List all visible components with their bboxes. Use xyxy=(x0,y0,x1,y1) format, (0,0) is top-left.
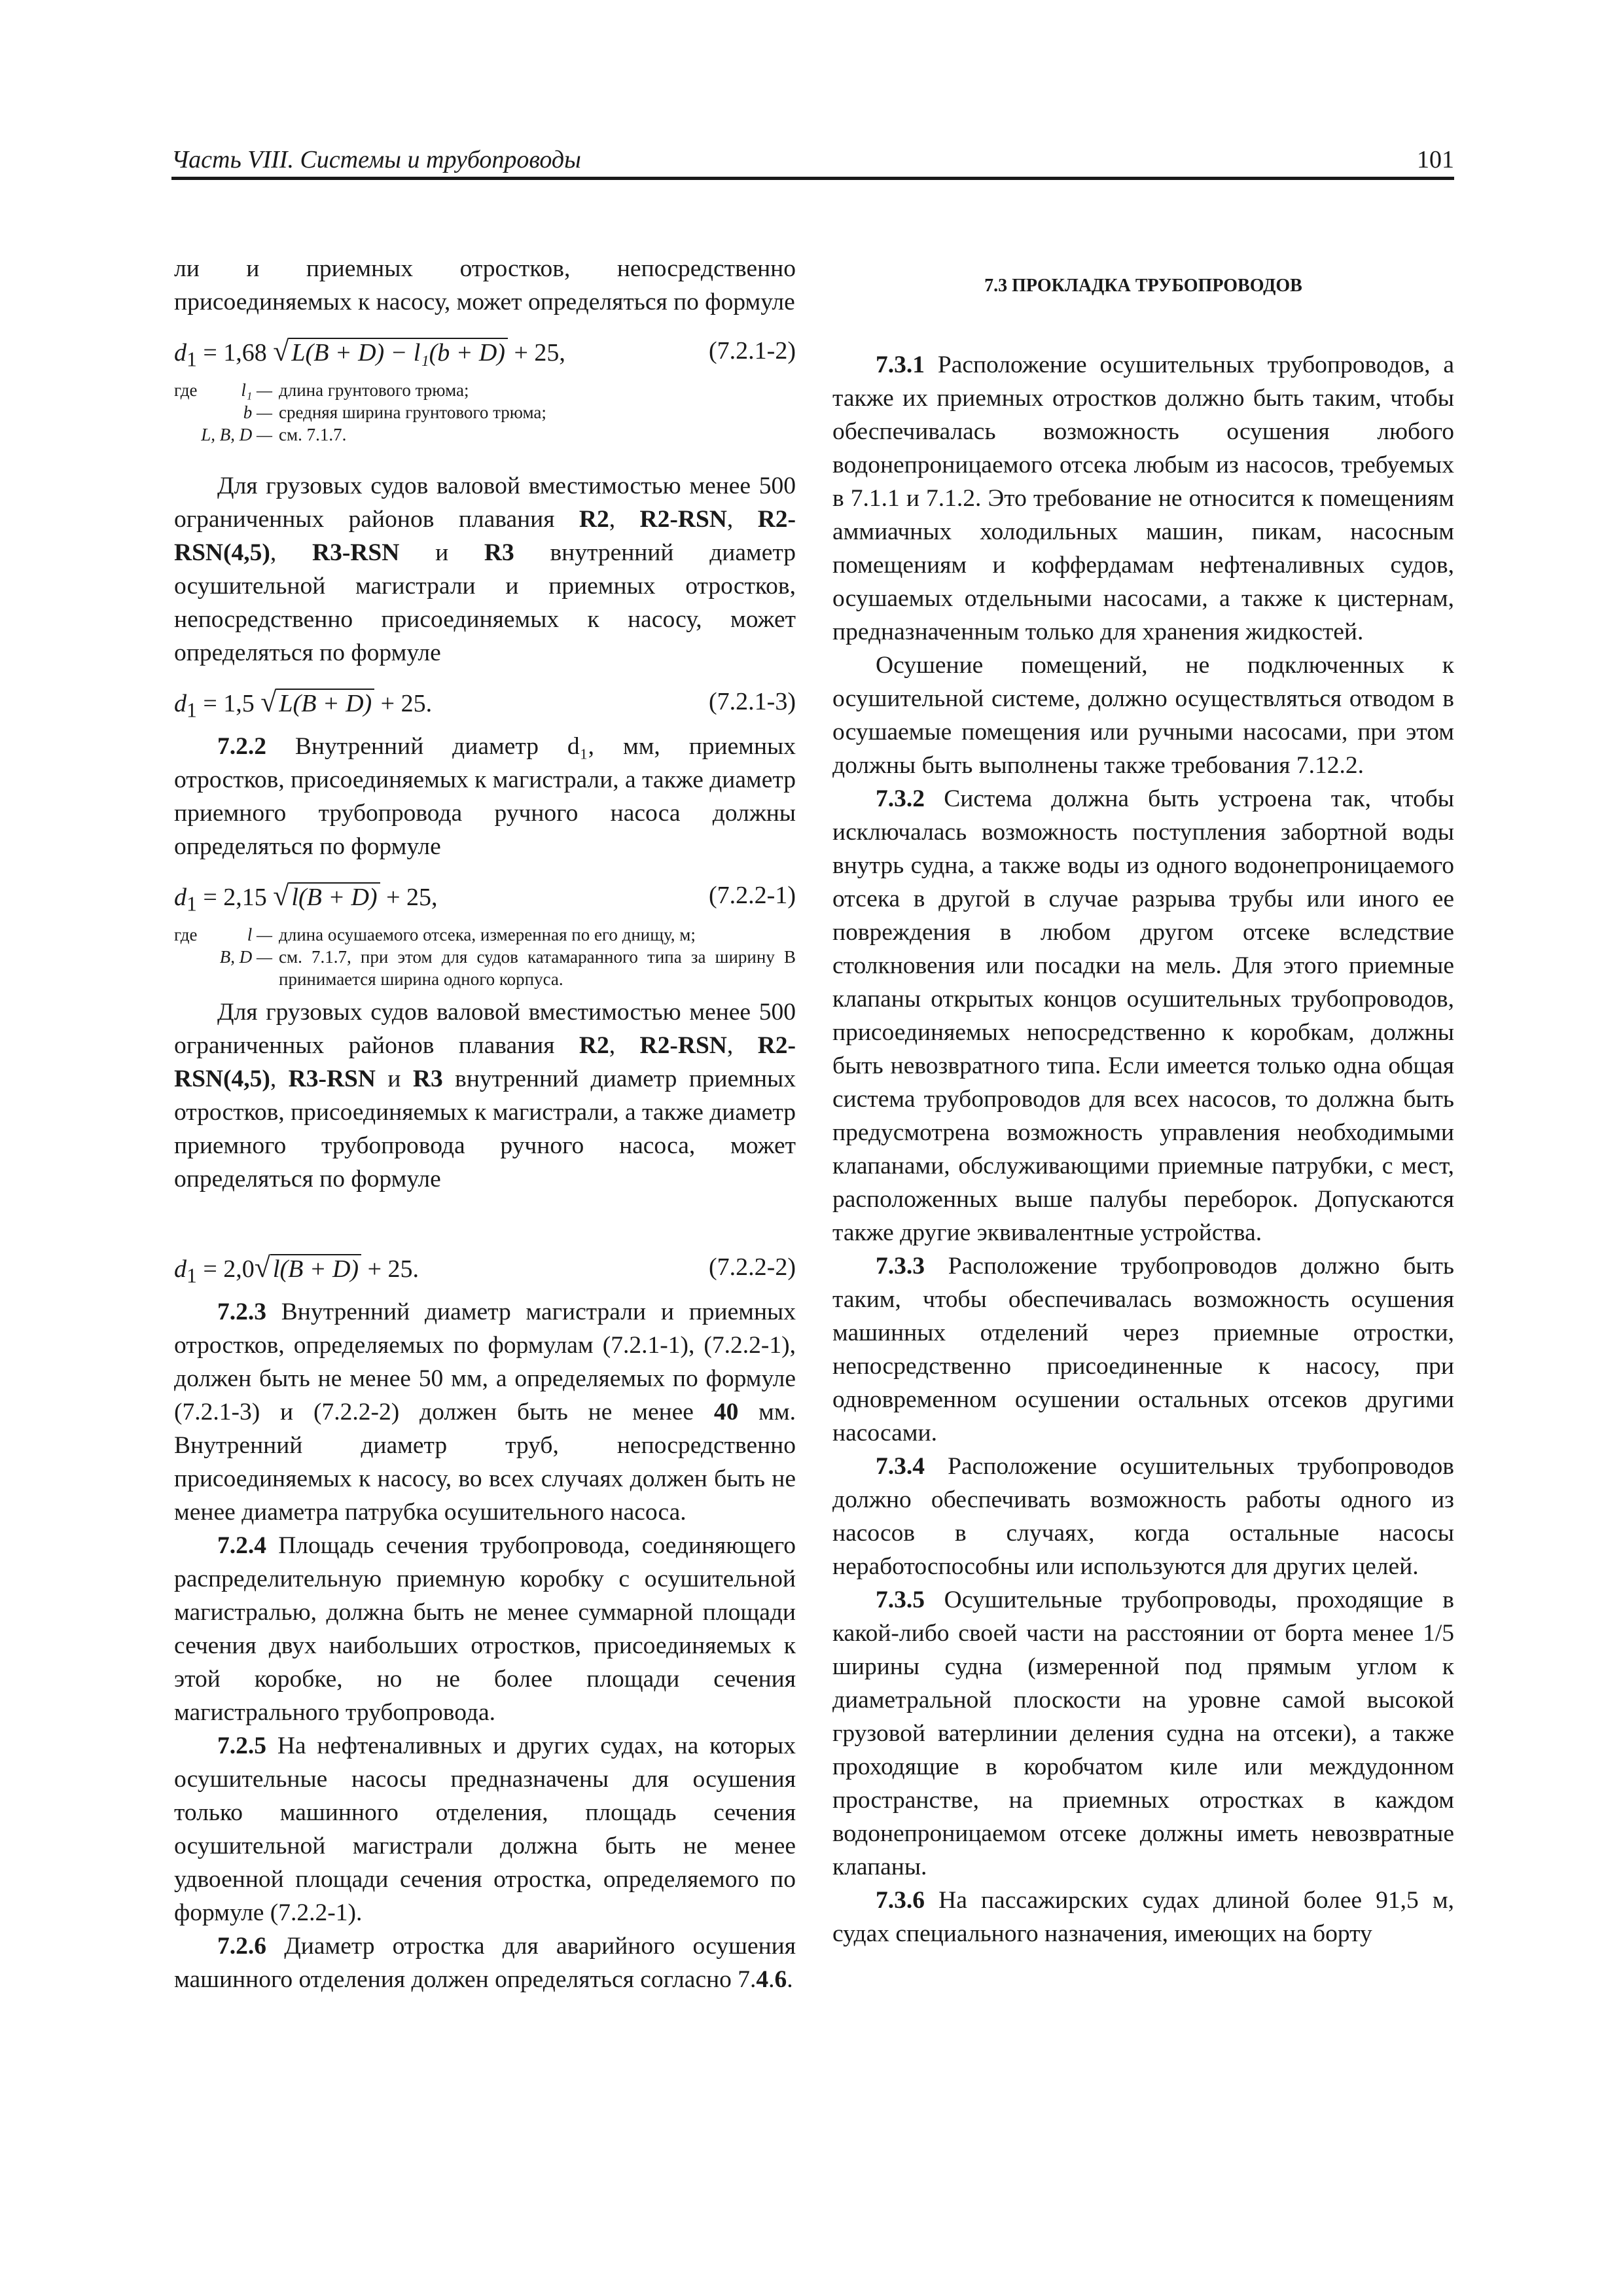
formula-7-2-2-2: $d_1 = 2,0√$ l(B + D) + 25. (7.2.2-2) xyxy=(174,1251,796,1287)
formula-7-2-1-2 xyxy=(174,328,796,374)
formula-number: (7.2.2-1) xyxy=(709,882,796,909)
where-block-1: где l₁ — длина грунтового трюма; b — средняя ширина грунтового трюма; L, B, D — см. 7.1.7. xyxy=(174,380,546,444)
paragraph-7-3-4: 7.3.4 Расположение осушительных трубопроводов должно обеспечивать возможность работы одного из насосов в случаях, когда остальные насосы неработоспособны или используются для других целей. xyxy=(832,1453,1454,1580)
paragraph-continuation: ли и приемных отростков, непосредственно присоединяемых к насосу, может определяться по формуле xyxy=(174,255,796,315)
sqrt-sign: √ xyxy=(260,686,277,718)
paragraph: Для грузовых судов валовой вместимостью менее 500 ограниченных районов плавания R2, R2-RSN, R2-RSN(4,5), R3-RSN и R3 внутренний диаметр приемных отростков, присоединяемых к магистрали, а также диаметр приемного трубопровода ручного насоса, может определяться по формуле xyxy=(174,999,796,1193)
where-block-2: где l — длина осушаемого отсека, измеренная по его днищу, м; B, D — см. 7.1.7, при этом для судов катамаранного типа за ширину B принимается ширина одного корпуса. xyxy=(174,925,796,989)
page-number: 101 xyxy=(1417,146,1454,173)
section-title: 7.3 ПРОКЛАДКА ТРУБОПРОВОДОВ xyxy=(984,276,1302,296)
paragraph-7-2-2: 7.2.2 Внутренний диаметр d₁, мм, приемных отростков, присоединяемых к магистрали, а также диаметр приемного трубопровода ручного насоса должны определяться по формуле xyxy=(174,733,796,860)
paragraph: Осушение помещений, не подключенных к осушительной системе, должно осуществляться отводом в осушаемые помещения или ручными насосами, при этом должны быть выполнены также требования 7.12.2. xyxy=(832,652,1454,779)
paragraph-7-3-6: 7.3.6 На пассажирских судах длиной более 91,5 м, судах специального назначения, имеющих на борту xyxy=(832,1887,1454,1947)
paragraph: Для грузовых судов валовой вместимостью менее 500 ограниченных районов плавания R2, R2-RSN, R2-RSN(4,5), R3-RSN и R3 внутренний диаметр осушительной магистрали и приемных отростков, непосредственно присоединяемых к насосу, может определяться по формуле xyxy=(174,473,796,666)
running-title: Часть VIII. Системы и трубопроводы xyxy=(171,146,581,173)
sqrt-sign: √ xyxy=(254,1251,270,1283)
paragraph-7-2-5: 7.2.5 На нефтеналивных и других судах, на которых осушительные насосы предназначены для осушения только машинного отделения, площадь сечения осушительной магистрали должна быть не менее удвоенной площади сечения отростка, определяемого по формуле (7.2.2-1). xyxy=(174,1732,796,1926)
paragraph-7-3-5: 7.3.5 Осушительные трубопроводы, проходящие в какой-либо своей части на расстоянии от борта менее 1/5 ширины судна (измеренной под прямым углом к диаметральной плоскости на уровне самой высокой грузовой ватерлинии деления судна на отсеки), а также проходящие в коробчатом киле или междудонном пространстве, на приемных отростках в каждом водонепроницаемом отсеке должны иметь невозвратные клапаны. xyxy=(832,1587,1454,1880)
paragraph-7-3-1: 7.3.1 Расположение осушительных трубопроводов, а также их приемных отростков должно быть таким, чтобы обеспечивалась возможность осушения любого водонепроницаемого отсека любым из насосов, требуемых в 7.1.1 и 7.1.2. Это требование не относится к помещениям аммиачных холодильных машин, пикам, насосным помещениям и коффердамам нефтеналивных судов, осушаемых отдельными насосами, а также к цистернам, предназначенным только для хранения жидкостей. xyxy=(832,351,1454,645)
right-column xyxy=(832,252,1454,1950)
paragraph-7-2-3: 7.2.3 Внутренний диаметр магистрали и приемных отростков, определяемых по формулам (7.2.1-1), (7.2.2-1), должен быть не менее 50 мм, а определяемых по формуле (7.2.1-3) и (7.2.2-2) должен быть не менее 40 мм. Внутренний диаметр труб, непосредственно присоединяемых к насосу, во всех случаях должен быть не менее диаметра патрубка осушительного насоса. xyxy=(174,1299,796,1526)
sqrt-sign: √ xyxy=(273,880,289,912)
sqrt-sign: √ xyxy=(273,335,289,367)
formula-number: (7.2.2-2) xyxy=(709,1253,796,1281)
paragraph-7-3-2: 7.3.2 Система должна быть устроена так, чтобы исключалась возможность поступления забортной воды внутрь судна, а также воды из одного водонепроницаемого отсека в другой в случае разрыва трубы или иного ее повреждения в любом другом отсеке вследствие столкновения или посадки на мель. Для этого приемные клапаны открытых концов осушительных трубопроводов, присоединяемых непосредственно к коробкам, должны быть невозвратного типа. Если имеется только одна общая система трубопроводов для всех насосов, то должна быть предусмотрена возможность управления необходимыми клапанами, обслуживающими приемные патрубки, с мест, расположенных выше палубы переборок. Допускаются также другие эквивалентные устройства. xyxy=(832,785,1454,1246)
formula-number: (7.2.1-3) xyxy=(709,688,796,715)
formula-expression: $d_1 = 1,68$ √ L(B + D) − l₁(b + D) + 25, xyxy=(174,335,565,371)
left-column xyxy=(174,252,796,1996)
paragraph-7-2-4: 7.2.4 Площадь сечения трубопровода, соединяющего распределительную приемную коробку с осушительной магистралью, должна быть не менее суммарной площади сечения двух наибольших отростков, присоединяемых к этой коробке, но не более площади сечения магистрального трубопровода. xyxy=(174,1532,796,1726)
formula-7-2-2-1: $d_1 = 2,15$ √ l(B + D) + 25, (7.2.2-1) xyxy=(174,880,796,916)
page-header xyxy=(171,145,1454,180)
paragraph-7-2-6: 7.2.6 Диаметр отростка для аварийного осушения машинного отделения должен определяться согласно 7.4.6. xyxy=(174,1933,796,1993)
formula-7-2-1-3: $d_1 = 1,5$ √ L(B + D) + 25. (7.2.1-3) xyxy=(174,686,796,722)
paragraph-7-3-3: 7.3.3 Расположение трубопроводов должно быть таким, чтобы обеспечивалась возможность осушения машинных отделений через приемные отростки, непосредственно присоединенные к насосу, при одновременном осушении остальных отсеков другими насосами. xyxy=(832,1253,1454,1446)
formula-number: (7.2.1-2) xyxy=(709,337,796,365)
